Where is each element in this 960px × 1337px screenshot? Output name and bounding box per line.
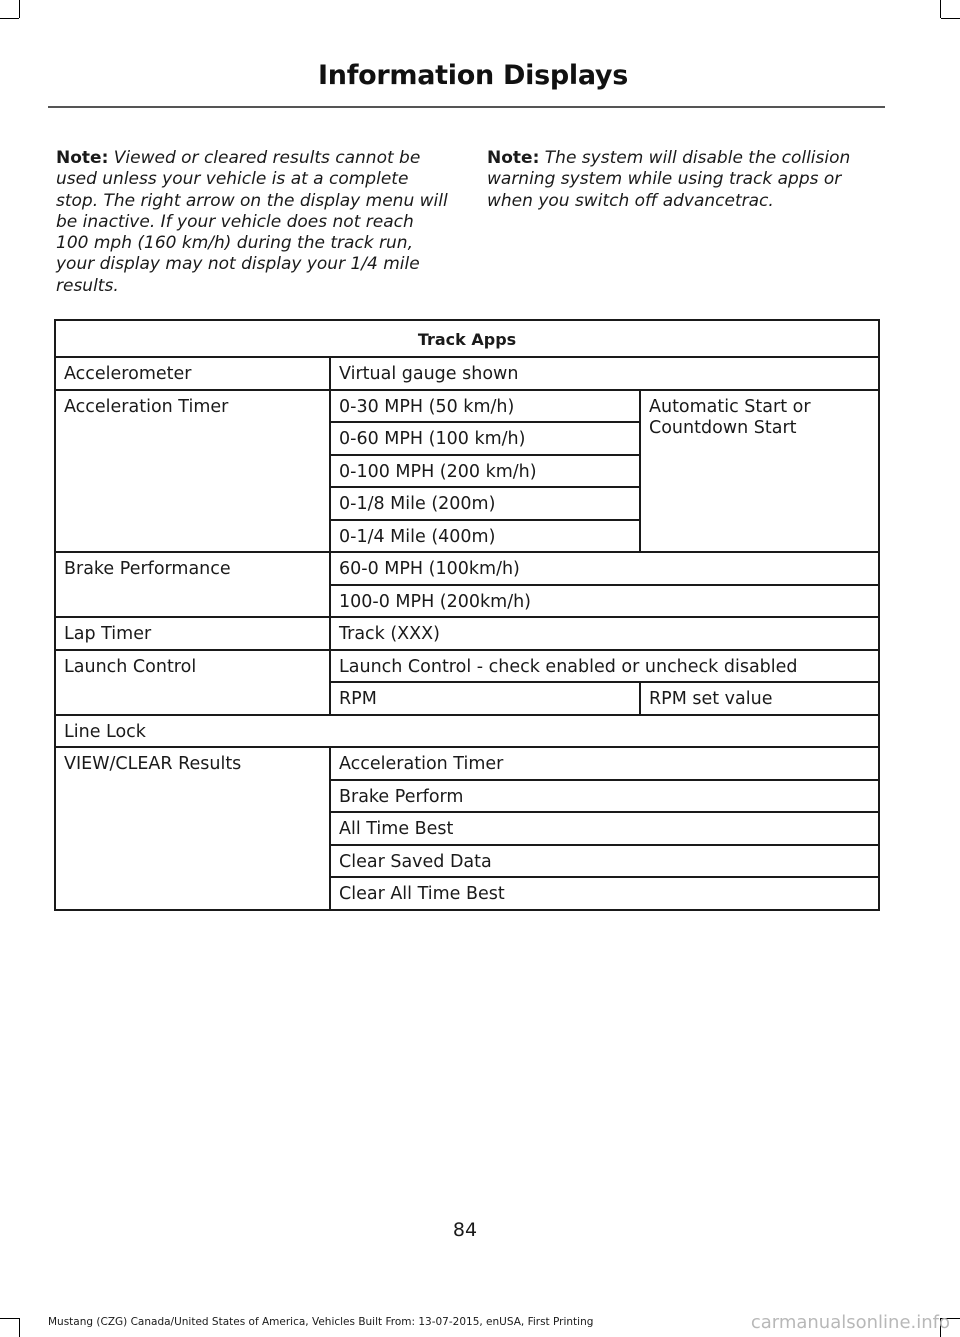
note-label: Note: [487, 148, 540, 168]
row-option: 0-100 MPH (200 km/h) [330, 455, 640, 488]
row-value: Launch Control - check enabled or uncheck disabled [330, 650, 879, 683]
row-label: Lap Timer [55, 617, 330, 650]
row-label: Brake Performance [55, 552, 330, 617]
row-option: 0-1/8 Mile (200m) [330, 487, 640, 520]
table-row [55, 552, 879, 585]
crop-mark [941, 18, 960, 19]
row-option: 0-1/4 Mile (400m) [330, 520, 640, 553]
row-option: RPM [330, 682, 640, 715]
table-row [55, 747, 879, 780]
note-text: Viewed or cleared results cannot be used unless your vehicle is at a complete stop. The right arrow on the display menu will be inactive. If your vehicle does not reach 100 mph (160 km/h) during the track run, your display may not display your 1/4 mile results. [56, 148, 448, 296]
row-label: Acceleration Timer [55, 390, 330, 553]
table-header-row [55, 320, 879, 357]
row-option: 0-30 MPH (50 km/h) [330, 390, 640, 423]
row-option: Clear All Time Best [330, 877, 879, 910]
watermark: carmanualsonline.info [750, 1312, 950, 1333]
row-option: 0-60 MPH (100 km/h) [330, 422, 640, 455]
page-title: Information Displays [318, 60, 628, 91]
row-label: Launch Control [55, 650, 330, 715]
table-row [55, 357, 879, 390]
table-row [55, 617, 879, 650]
row-option: 60-0 MPH (100km/h) [330, 552, 879, 585]
crop-mark [19, 1318, 20, 1337]
table-row [55, 715, 879, 748]
table-row [55, 390, 879, 423]
header-rule [48, 106, 885, 108]
page-number: 84 [452, 1219, 478, 1241]
note-text: The system will disable the collision warning system while using track apps or when you switch off advancetrac. [487, 148, 851, 211]
row-label: VIEW/CLEAR Results [55, 747, 330, 910]
footer-text: Mustang (CZG) Canada/United States of America, Vehicles Built From: 13-07-2015, enUSA, First Printing [48, 1316, 594, 1328]
crop-mark [940, 0, 941, 18]
row-option: Acceleration Timer [330, 747, 879, 780]
note-right [487, 148, 882, 212]
row-option: All Time Best [330, 812, 879, 845]
row-option: Brake Perform [330, 780, 879, 813]
note-left [56, 148, 448, 297]
crop-mark [0, 1318, 19, 1319]
row-label: Line Lock [55, 715, 879, 748]
row-option: RPM set value [640, 682, 879, 715]
crop-mark [0, 18, 19, 19]
start-mode: Automatic Start or Countdown Start [640, 390, 879, 553]
row-value: Virtual gauge shown [330, 357, 879, 390]
note-label: Note: [56, 148, 109, 168]
row-value: Track (XXX) [330, 617, 879, 650]
table-row [55, 650, 879, 683]
row-option: Clear Saved Data [330, 845, 879, 878]
row-option: 100-0 MPH (200km/h) [330, 585, 879, 618]
track-apps-table [54, 319, 880, 911]
table-title: Track Apps [55, 320, 879, 357]
row-label: Accelerometer [55, 357, 330, 390]
crop-mark [19, 0, 20, 18]
